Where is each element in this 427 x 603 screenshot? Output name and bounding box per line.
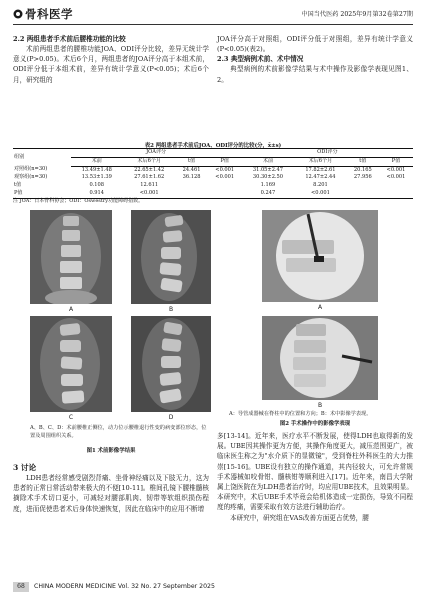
table-cell: <0.001 — [215, 166, 235, 173]
figure2-label-a: A — [317, 304, 323, 311]
table-cell: <0.001 — [123, 190, 175, 198]
figure2-label-b: B — [317, 402, 323, 409]
table-cell: 20.165 — [353, 166, 372, 173]
table-cell: 31.05±2.47 — [252, 166, 284, 173]
table-subheader: t值 — [347, 157, 379, 166]
table-cell — [175, 182, 207, 190]
table-cell — [208, 182, 242, 190]
table-subheader: P值 — [379, 157, 413, 166]
discussion-continued — [217, 431, 413, 523]
figure1-label-b: B — [168, 306, 174, 313]
table-cell: 30.30±2.50 — [252, 174, 284, 181]
table-cell — [347, 182, 379, 190]
xray-image-d — [131, 316, 211, 412]
table-cell: 27.956 — [353, 174, 372, 181]
table-subheader: 术前 — [71, 157, 123, 166]
fluoroscopy-image-a — [262, 210, 378, 302]
paragraph: 术前两组患者的腰椎功能JOA、ODI评分比较，差异无统计学意义(P>0.05)。术后6个月，两组患者的JOA评分高于本组术前，ODI评分低于本组术前，差异有统计学意义(P<0.05)；术后6个月，研究组的 — [13, 45, 209, 84]
figure1-note: A、B、C、D：术前腰椎正侧位，动力位示腰椎退行性变的病变部位形态，位置及周围组织关系。 — [30, 425, 207, 439]
table-cell: 27.61±1.62 — [134, 174, 165, 181]
table-cell: 12.47±2.44 — [305, 174, 336, 181]
table-subheader: 术后6个月 — [294, 157, 346, 166]
table-cell: 12.611 — [140, 182, 159, 189]
table-cell: t值 — [14, 182, 22, 189]
figure1-label-c: C — [68, 414, 74, 421]
xray-image-b — [131, 210, 211, 304]
figure1-label-d: D — [168, 414, 174, 421]
table-cell: 1.169 — [260, 182, 276, 189]
table-cell: <0.001 — [294, 190, 346, 198]
header-divider — [13, 24, 413, 25]
section-heading-3: 3 讨论 — [13, 463, 37, 472]
table-cell — [379, 182, 413, 190]
table-cell — [208, 190, 242, 198]
table-subheader: P值 — [208, 157, 242, 166]
paragraph: 多[13-14]。近年来，医疗水平不断发展，使得LDH也取得新的发展。UBE因其操作更为方便，其操作角度更大，减压范围更广，被临床医生称之为"水介质下的显微镜"，受到脊柱外科医生的大力推崇[15-16]。UBE设有独立的操作通道，其内径较大，可允许常规手术器械如咬骨钳、髓核钳等顺利进入[17]。近年来，南昌大学附属上饶医院在为LDH患者治疗时，均应用UBE技术，且效果明显。本研究中，术后UBE手术毕竟会给机体造成一定损伤，导致不同程度的疼痛，需要采取有效方法进行辅助治疗。 — [217, 432, 413, 512]
fluoroscopy-image-b — [262, 316, 378, 400]
paragraph: 典型病例的术前影像学结果与术中操作及影像学表现见图1、2。 — [217, 65, 413, 84]
table-cell: 对照组(n=30) — [14, 166, 48, 173]
table-cell: 8.201 — [313, 182, 328, 189]
table-row — [13, 174, 413, 182]
table-cell — [379, 190, 413, 198]
table-cell — [175, 190, 207, 198]
table-cell: 0.108 — [89, 182, 105, 189]
results-section-2-3 — [217, 34, 413, 85]
table-row — [13, 182, 413, 190]
journal-section-title: 骨科医学 — [25, 7, 73, 21]
table-header-group: 组别 — [13, 149, 71, 167]
footer-journal-info: CHINA MODERN MEDICINE Vol. 32 No. 27 September 2025 — [34, 583, 215, 590]
table-subheader: 术前 — [242, 157, 294, 166]
table-cell: 36.128 — [182, 174, 201, 181]
table-cell: <0.001 — [386, 166, 406, 173]
page-number: 68 — [13, 582, 29, 592]
table-header-odi: ODI评分 — [242, 149, 413, 158]
paragraph: JOA评分高于对照组，ODI评分低于对照组，差异有统计学意义(P<0.05)(表2)。 — [217, 35, 413, 54]
table-subheader: t值 — [175, 157, 207, 166]
paragraph: 本研究中，研究组在VAS改善方面更占优势，腰 — [230, 513, 369, 522]
table-cell: 0.914 — [71, 190, 123, 198]
figure1-label-a: A — [68, 306, 74, 313]
table-cell: 观察组(n=30) — [14, 174, 48, 181]
xray-image-a — [30, 210, 112, 304]
table-header-joa: JOA评分 — [71, 149, 242, 158]
discussion-section — [13, 462, 209, 514]
paragraph: LDH患者经常感受剧烈背痛、坐骨神经痛以及下肢无力，这为患者的正常日常活动带来极大的不便[10-11]。椎间孔镜下腰椎髓核摘除术手术切口更小，可减轻对腰部肌肉、韧带等软组织损伤程度，进而促使患者术后身体快速恢复，因此在临床中的应用不断增 — [13, 474, 209, 513]
table-row — [13, 166, 413, 174]
table-cell: 24.461 — [182, 166, 201, 173]
table-cell: <0.001 — [215, 174, 235, 181]
table-cell: P值 — [13, 190, 71, 198]
results-section-2-2 — [13, 34, 209, 85]
table-cell: 17.82±2.61 — [305, 166, 336, 173]
table-cell: 22.65±1.42 — [134, 166, 165, 173]
comparison-table — [13, 148, 413, 199]
table-cell: 0.247 — [242, 190, 294, 198]
table-note: 注 JOA：日本骨科协会；ODI：Oswestry功能障碍指数。 — [13, 198, 144, 204]
journal-issue-info: 中国当代医药 2025年9月第32卷第27期 — [301, 11, 413, 18]
table-cell: 13.53±1.39 — [81, 174, 112, 181]
table-cell — [347, 190, 379, 198]
figure1-caption: 图1 术前影像学结果 — [86, 448, 136, 454]
section-heading-2-3: 2.3 典型病例术前、术中情况 — [217, 55, 304, 64]
table-cell: 13.49±1.48 — [81, 166, 112, 173]
xray-image-c — [30, 316, 112, 412]
table-subheader: 术后6个月 — [123, 157, 175, 166]
section-heading-2-2: 2.2 两组患者手术前后腰椎功能的比较 — [13, 35, 126, 43]
figure2-note: A：导管成器械在脊柱中的位置和方向；B：术中影像学表现。 — [229, 411, 372, 417]
table-caption: 表2 两组患者手术前后JOA、ODI评分的比较(分，x̄±s) — [144, 143, 282, 149]
table-cell: <0.001 — [386, 174, 406, 181]
journal-logo-icon — [13, 9, 23, 19]
figure2-caption: 图2 手术操作中的影像学表现 — [279, 421, 351, 427]
